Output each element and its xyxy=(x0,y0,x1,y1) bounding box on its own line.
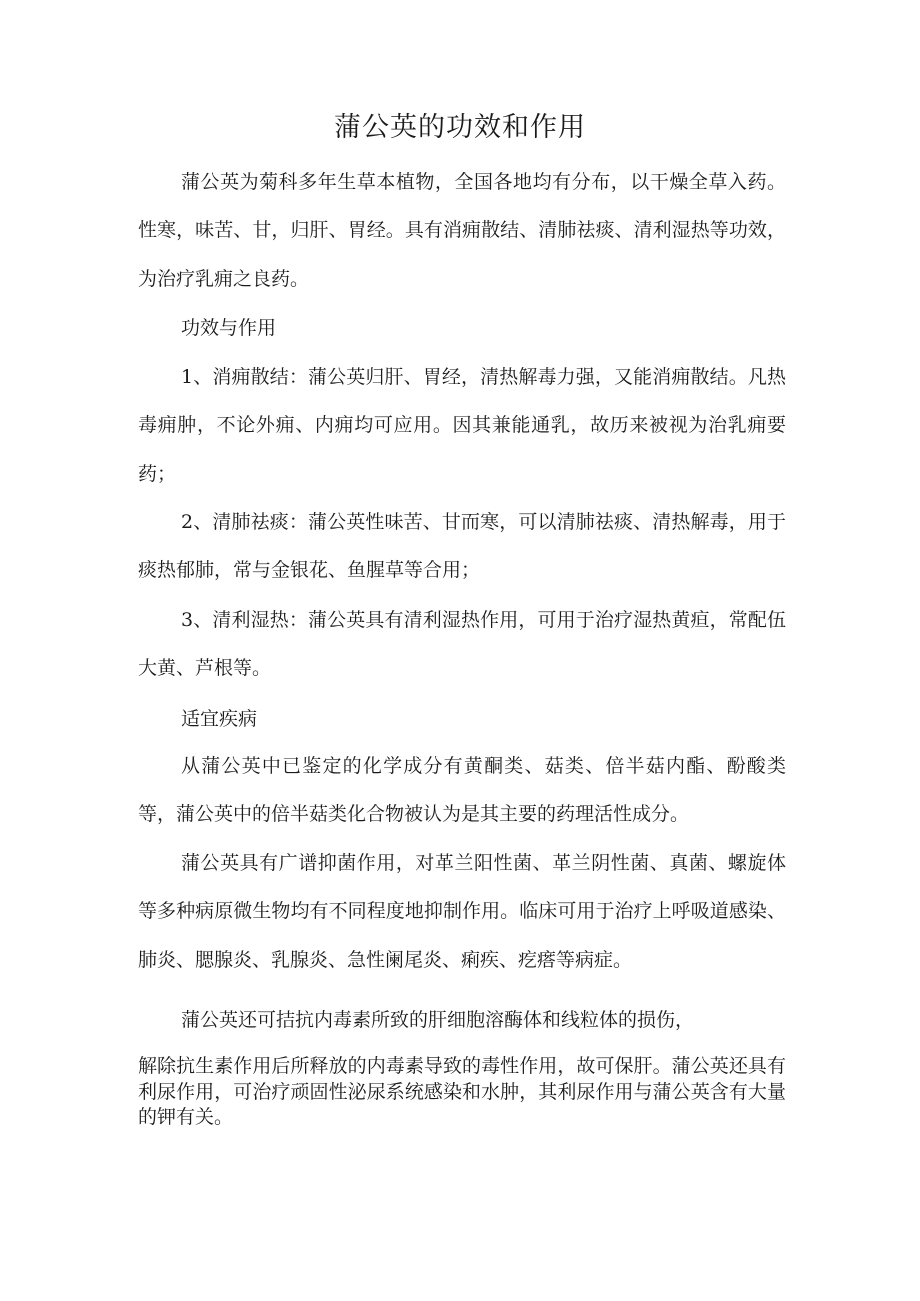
page-title: 蒲公英的功效和作用 xyxy=(334,112,586,143)
liver-paragraph-rest: 解除抗生素作用后所释放的内毒素导致的毒性作用，故可保肝。蒲公英还具有利尿作用，可治疗顽固性泌尿系统感染和水肿，其利尿作用与蒲公英含有大量的钾有关。 xyxy=(138,1055,786,1128)
effect-item-1: 1、消痈散结：蒲公英归肝、胃经，清热解毒力强，又能消痈散结。凡热毒痈肿，不论外痈、内痈均可应用。因其兼能通乳，故历来被视为治乳痈要药； xyxy=(138,366,786,485)
section-heading-effects: 功效与作用 xyxy=(181,317,277,339)
liver-paragraph-first-line: 蒲公英还可拮抗内毒素所致的肝细胞溶酶体和线粒体的损伤， xyxy=(181,1009,695,1031)
chemistry-paragraph: 从蒲公英中已鉴定的化学成分有黄酮类、菇类、倍半菇内酯、酚酸类等，蒲公英中的倍半菇类化合物被认为是其主要的药理活性成分。 xyxy=(138,755,786,826)
effect-item-3: 3、清利湿热：蒲公英具有清利湿热作用，可用于治疗湿热黄疸，常配伍大黄、芦根等。 xyxy=(138,609,786,680)
antibacterial-paragraph: 蒲公英具有广谱抑菌作用，对革兰阳性菌、革兰阴性菌、真菌、螺旋体等多种病原微生物均有不同程度地抑制作用。临床可用于治疗上呼吸道感染、肺炎、腮腺炎、乳腺炎、急性阑尾炎、痢疾、疙瘩等病症。 xyxy=(138,852,786,971)
intro-paragraph: 蒲公英为菊科多年生草本植物，全国各地均有分布，以干燥全草入药。性寒，味苦、甘，归肝、胃经。具有消痈散结、清肺祛痰、清利湿热等功效，为治疗乳痈之良药。 xyxy=(138,171,786,290)
effect-item-2: 2、清肺祛痰：蒲公英性味苦、甘而寒，可以清肺祛痰、清热解毒，用于痰热郁肺，常与金银花、鱼腥草等合用； xyxy=(138,511,786,582)
section-heading-diseases: 适宜疾病 xyxy=(181,708,258,730)
